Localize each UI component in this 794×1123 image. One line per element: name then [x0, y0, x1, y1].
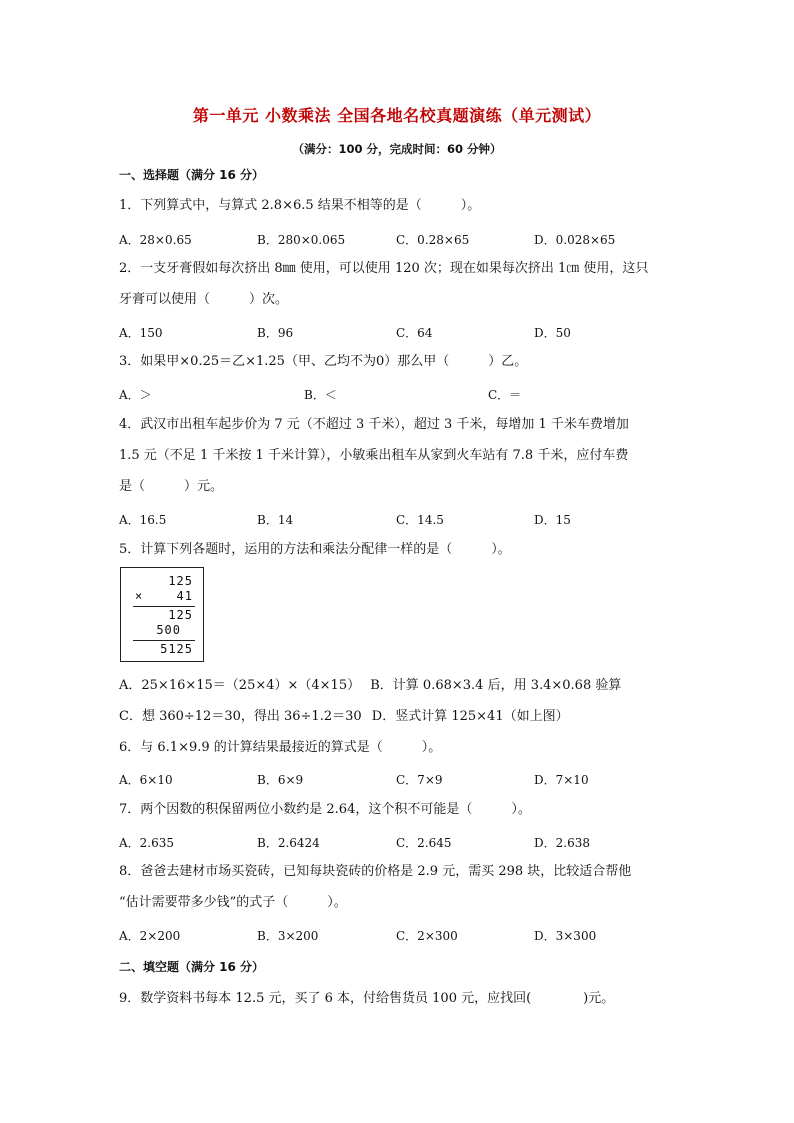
question-2-line-2: 牙膏可以使用（ ）次。	[119, 292, 289, 307]
option-a: A．25×16×15＝（25×4）×（4×15）	[119, 678, 361, 693]
multiplier: 41	[176, 589, 193, 603]
question-5-options-row-2	[119, 701, 679, 732]
question-3-options	[119, 386, 679, 406]
section-heading-choice: 一、选择题（满分 16 分）	[119, 168, 265, 182]
rule-line-2	[133, 640, 195, 641]
option-a: A．2.635	[119, 836, 175, 850]
option-b: B．280×0.065	[257, 233, 346, 247]
question-6-options	[119, 771, 679, 791]
option-a: A．6×10	[119, 773, 173, 787]
option-c: C．14.5	[396, 513, 444, 527]
question-2-options	[119, 324, 679, 344]
option-c: C．64	[396, 326, 433, 340]
section-heading-fill-blank: 二、填空题（满分 16 分）	[119, 960, 265, 974]
option-a: A．16.5	[119, 513, 167, 527]
option-a: A．2×200	[119, 929, 181, 943]
question-9: 9．数学资料书每本 12.5 元，买了 6 本，付给售货员 100 元，应找回( )元。	[119, 991, 615, 1006]
option-a: A．＞	[119, 388, 152, 402]
option-c: C．2×300	[396, 929, 458, 943]
question-3: 3．如果甲×0.25＝乙×1.25（甲、乙均不为0）那么甲（ ）乙。	[119, 354, 528, 369]
rule-line-1	[133, 606, 195, 607]
question-8-options	[119, 927, 679, 947]
option-b: B．96	[257, 326, 294, 340]
page-subtitle: （满分：100 分，完成时间：60 分钟）	[292, 142, 502, 156]
question-5-options-row-1	[119, 670, 679, 701]
option-c: C．＝	[488, 388, 522, 402]
vertical-multiplication-figure	[120, 567, 204, 662]
option-d: D．15	[534, 513, 571, 527]
option-d: D．50	[534, 326, 571, 340]
option-b: B．计算 0.68×3.4 后，用 3.4×0.68 验算	[370, 678, 622, 693]
option-b: B．2.6424	[257, 836, 320, 850]
question-8-line-2: “估计需要带多少钱”的式子（ ）。	[119, 895, 347, 910]
option-c: C．0.28×65	[396, 233, 470, 247]
option-d: D．7×10	[534, 773, 589, 787]
option-d: D．3×300	[534, 929, 597, 943]
question-1-options	[119, 231, 679, 251]
question-4-line-3: 是（ ）元。	[119, 479, 224, 494]
option-b: B．6×9	[257, 773, 304, 787]
question-5: 5．计算下列各题时，运用的方法和乘法分配律一样的是（ ）。	[119, 542, 511, 557]
times-sign: ×	[135, 589, 143, 603]
option-b: B．3×200	[257, 929, 319, 943]
final-product: 5125	[160, 642, 193, 656]
question-4-line-2: 1.5 元（不足 1 千米按 1 千米计算），小敏乘出租车从家到火车站有 7.8 千米，应付车费	[119, 448, 629, 463]
question-8-line-1: 8．爸爸去建材市场买瓷砖，已知每块瓷砖的价格是 2.9 元，需买 298 块，比较适合帮他	[119, 864, 632, 879]
option-b: B．＜	[304, 388, 337, 402]
partial-product-2: 500	[156, 623, 181, 637]
question-4-options	[119, 511, 679, 531]
multiplicand: 125	[168, 574, 193, 588]
option-a: A．28×0.65	[119, 233, 192, 247]
question-7-options	[119, 834, 679, 854]
question-4-line-1: 4．武汉市出租车起步价为 7 元（不超过 3 千米），超过 3 千米，每增加 1 千米车费增加	[119, 417, 629, 432]
partial-product-1: 125	[168, 608, 193, 622]
option-d: D．2.638	[534, 836, 590, 850]
question-1: 1．下列算式中，与算式 2.8×6.5 结果不相等的是（ ）。	[119, 198, 481, 213]
option-d: D．竖式计算 125×41（如上图）	[371, 709, 569, 724]
option-d: D．0.028×65	[534, 233, 616, 247]
question-6: 6．与 6.1×9.9 的计算结果最接近的算式是（ ）。	[119, 740, 442, 755]
option-c: C．7×9	[396, 773, 443, 787]
option-c: C．想 360÷12＝30，得出 36÷1.2＝30	[119, 709, 362, 724]
question-7: 7．两个因数的积保留两位小数约是 2.64，这个积不可能是（ ）。	[119, 802, 531, 817]
option-b: B．14	[257, 513, 294, 527]
option-c: C．2.645	[396, 836, 452, 850]
page-title: 第一单元 小数乘法 全国各地名校真题演练（单元测试）	[192, 106, 602, 125]
question-2-line-1: 2．一支牙膏假如每次挤出 8㎜ 使用，可以使用 120 次；现在如果每次挤出 1㎝ 使用，这只	[119, 261, 649, 276]
option-a: A．150	[119, 326, 163, 340]
